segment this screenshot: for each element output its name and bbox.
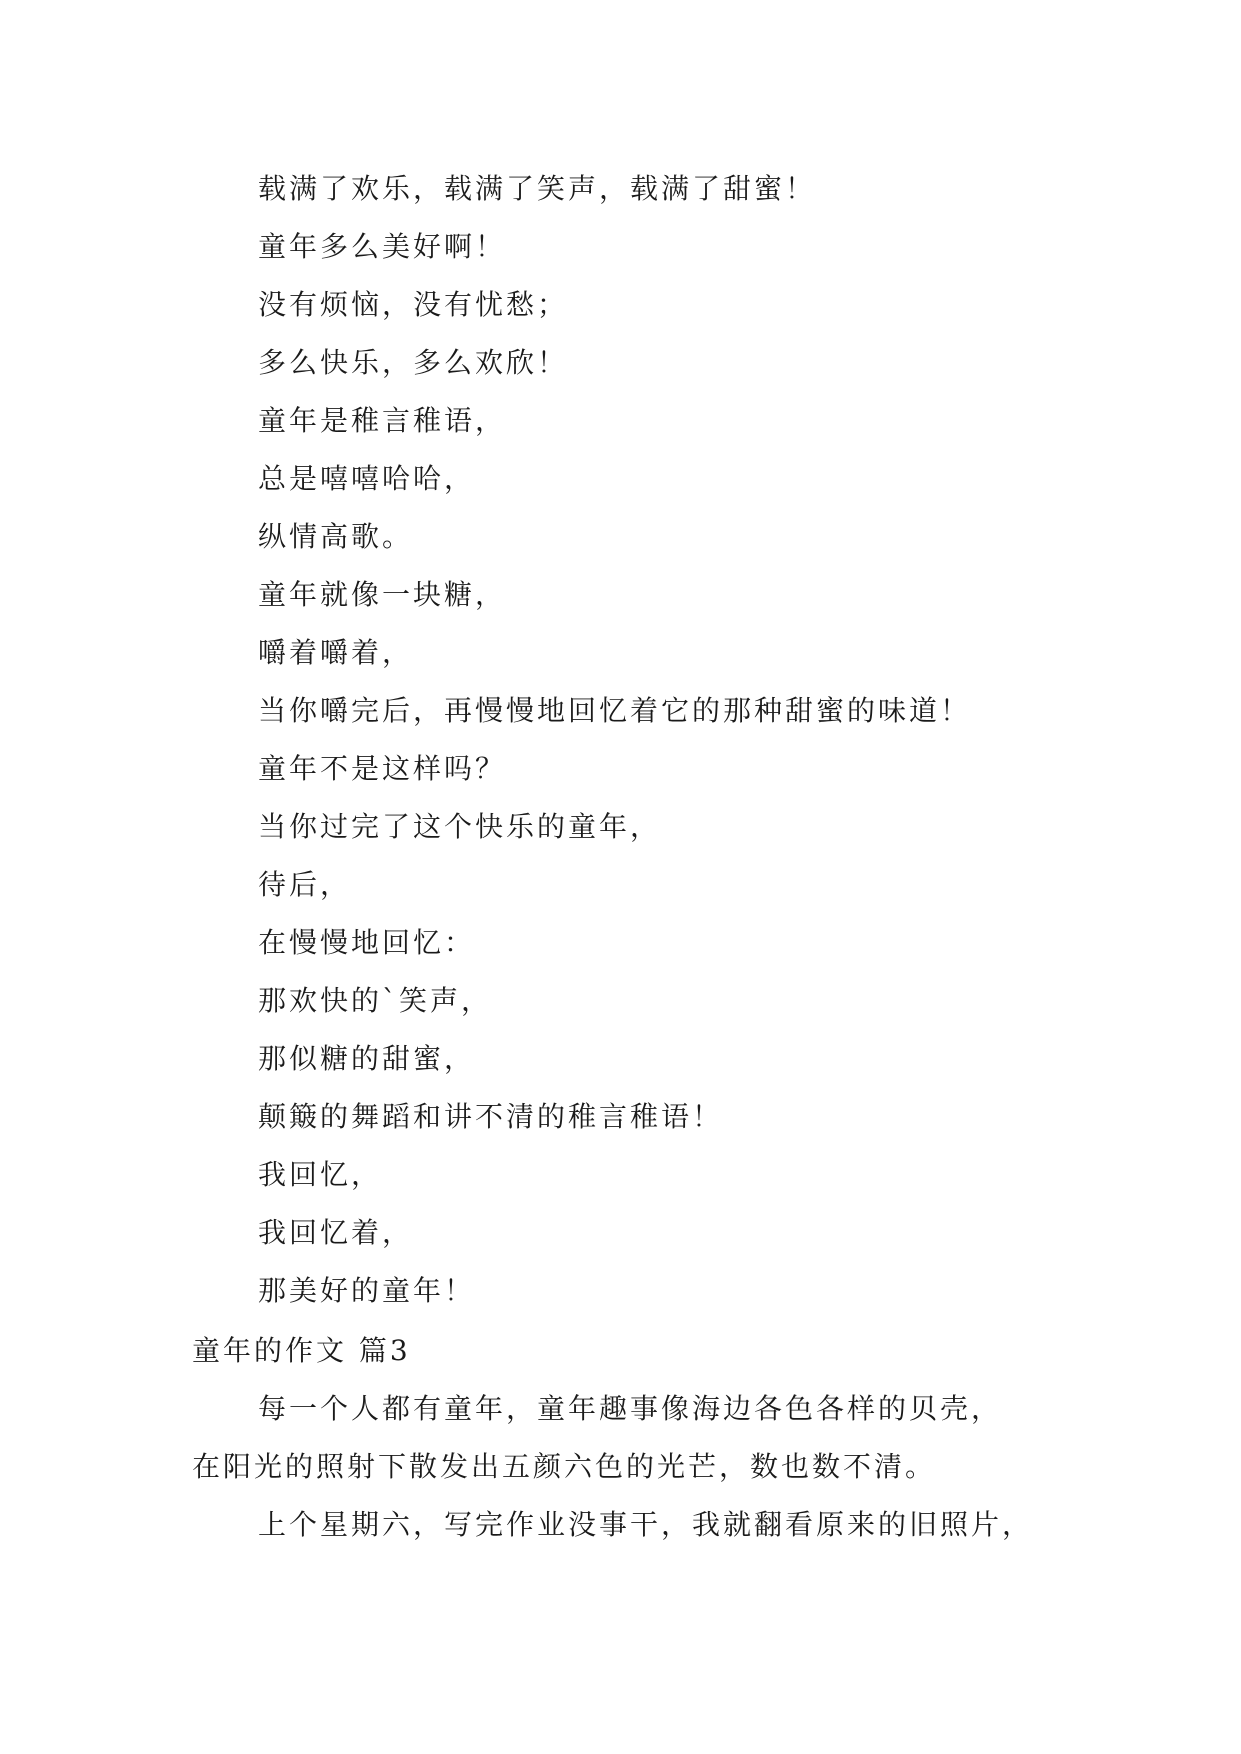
poem-line: 在慢慢地回忆：	[258, 926, 476, 959]
poem-line: 颠簸的舞蹈和讲不清的稚言稚语！	[258, 1100, 724, 1133]
poem-line: 童年是稚言稚语，	[258, 404, 507, 437]
paragraph	[192, 1380, 1072, 1496]
poem-line: 童年就像一块糖，	[258, 578, 507, 611]
paragraph-line: 每一个人都有童年，童年趣事像海边各色各样的贝壳，	[258, 1392, 1003, 1425]
paragraph	[192, 1496, 1072, 1554]
poem-line: 待后，	[258, 868, 352, 901]
poem-line: 童年多么美好啊！	[258, 230, 507, 263]
poem-line: 那欢快的`笑声，	[258, 984, 493, 1017]
poem-line: 当你过完了这个快乐的童年，	[258, 810, 662, 843]
poem-line: 那美好的童年！	[258, 1274, 476, 1307]
poem-line: 载满了欢乐，载满了笑声，载满了甜蜜！	[258, 172, 817, 205]
poem-line: 没有烦恼，没有忧愁；	[258, 288, 569, 321]
poem-line: 当你嚼完后，再慢慢地回忆着它的那种甜蜜的味道！	[258, 694, 972, 727]
poem	[258, 160, 971, 1320]
poem-line: 童年不是这样吗？	[258, 752, 507, 785]
poem-line: 总是嘻嘻哈哈，	[258, 462, 476, 495]
poem-line: 多么快乐，多么欢欣！	[258, 346, 569, 379]
poem-line: 我回忆着，	[258, 1216, 414, 1249]
poem-line: 嚼着嚼着，	[258, 636, 414, 669]
poem-line: 我回忆，	[258, 1158, 383, 1191]
section-title: 童年的作文 篇3	[192, 1334, 411, 1367]
poem-line: 纵情高歌。	[258, 520, 414, 553]
paragraph-line: 上个星期六，写完作业没事干，我就翻看原来的旧照片，	[258, 1508, 1034, 1541]
poem-line: 那似糖的甜蜜，	[258, 1042, 476, 1075]
paragraph-line: 在阳光的照射下散发出五颜六色的光芒，数也数不清。	[192, 1450, 937, 1483]
